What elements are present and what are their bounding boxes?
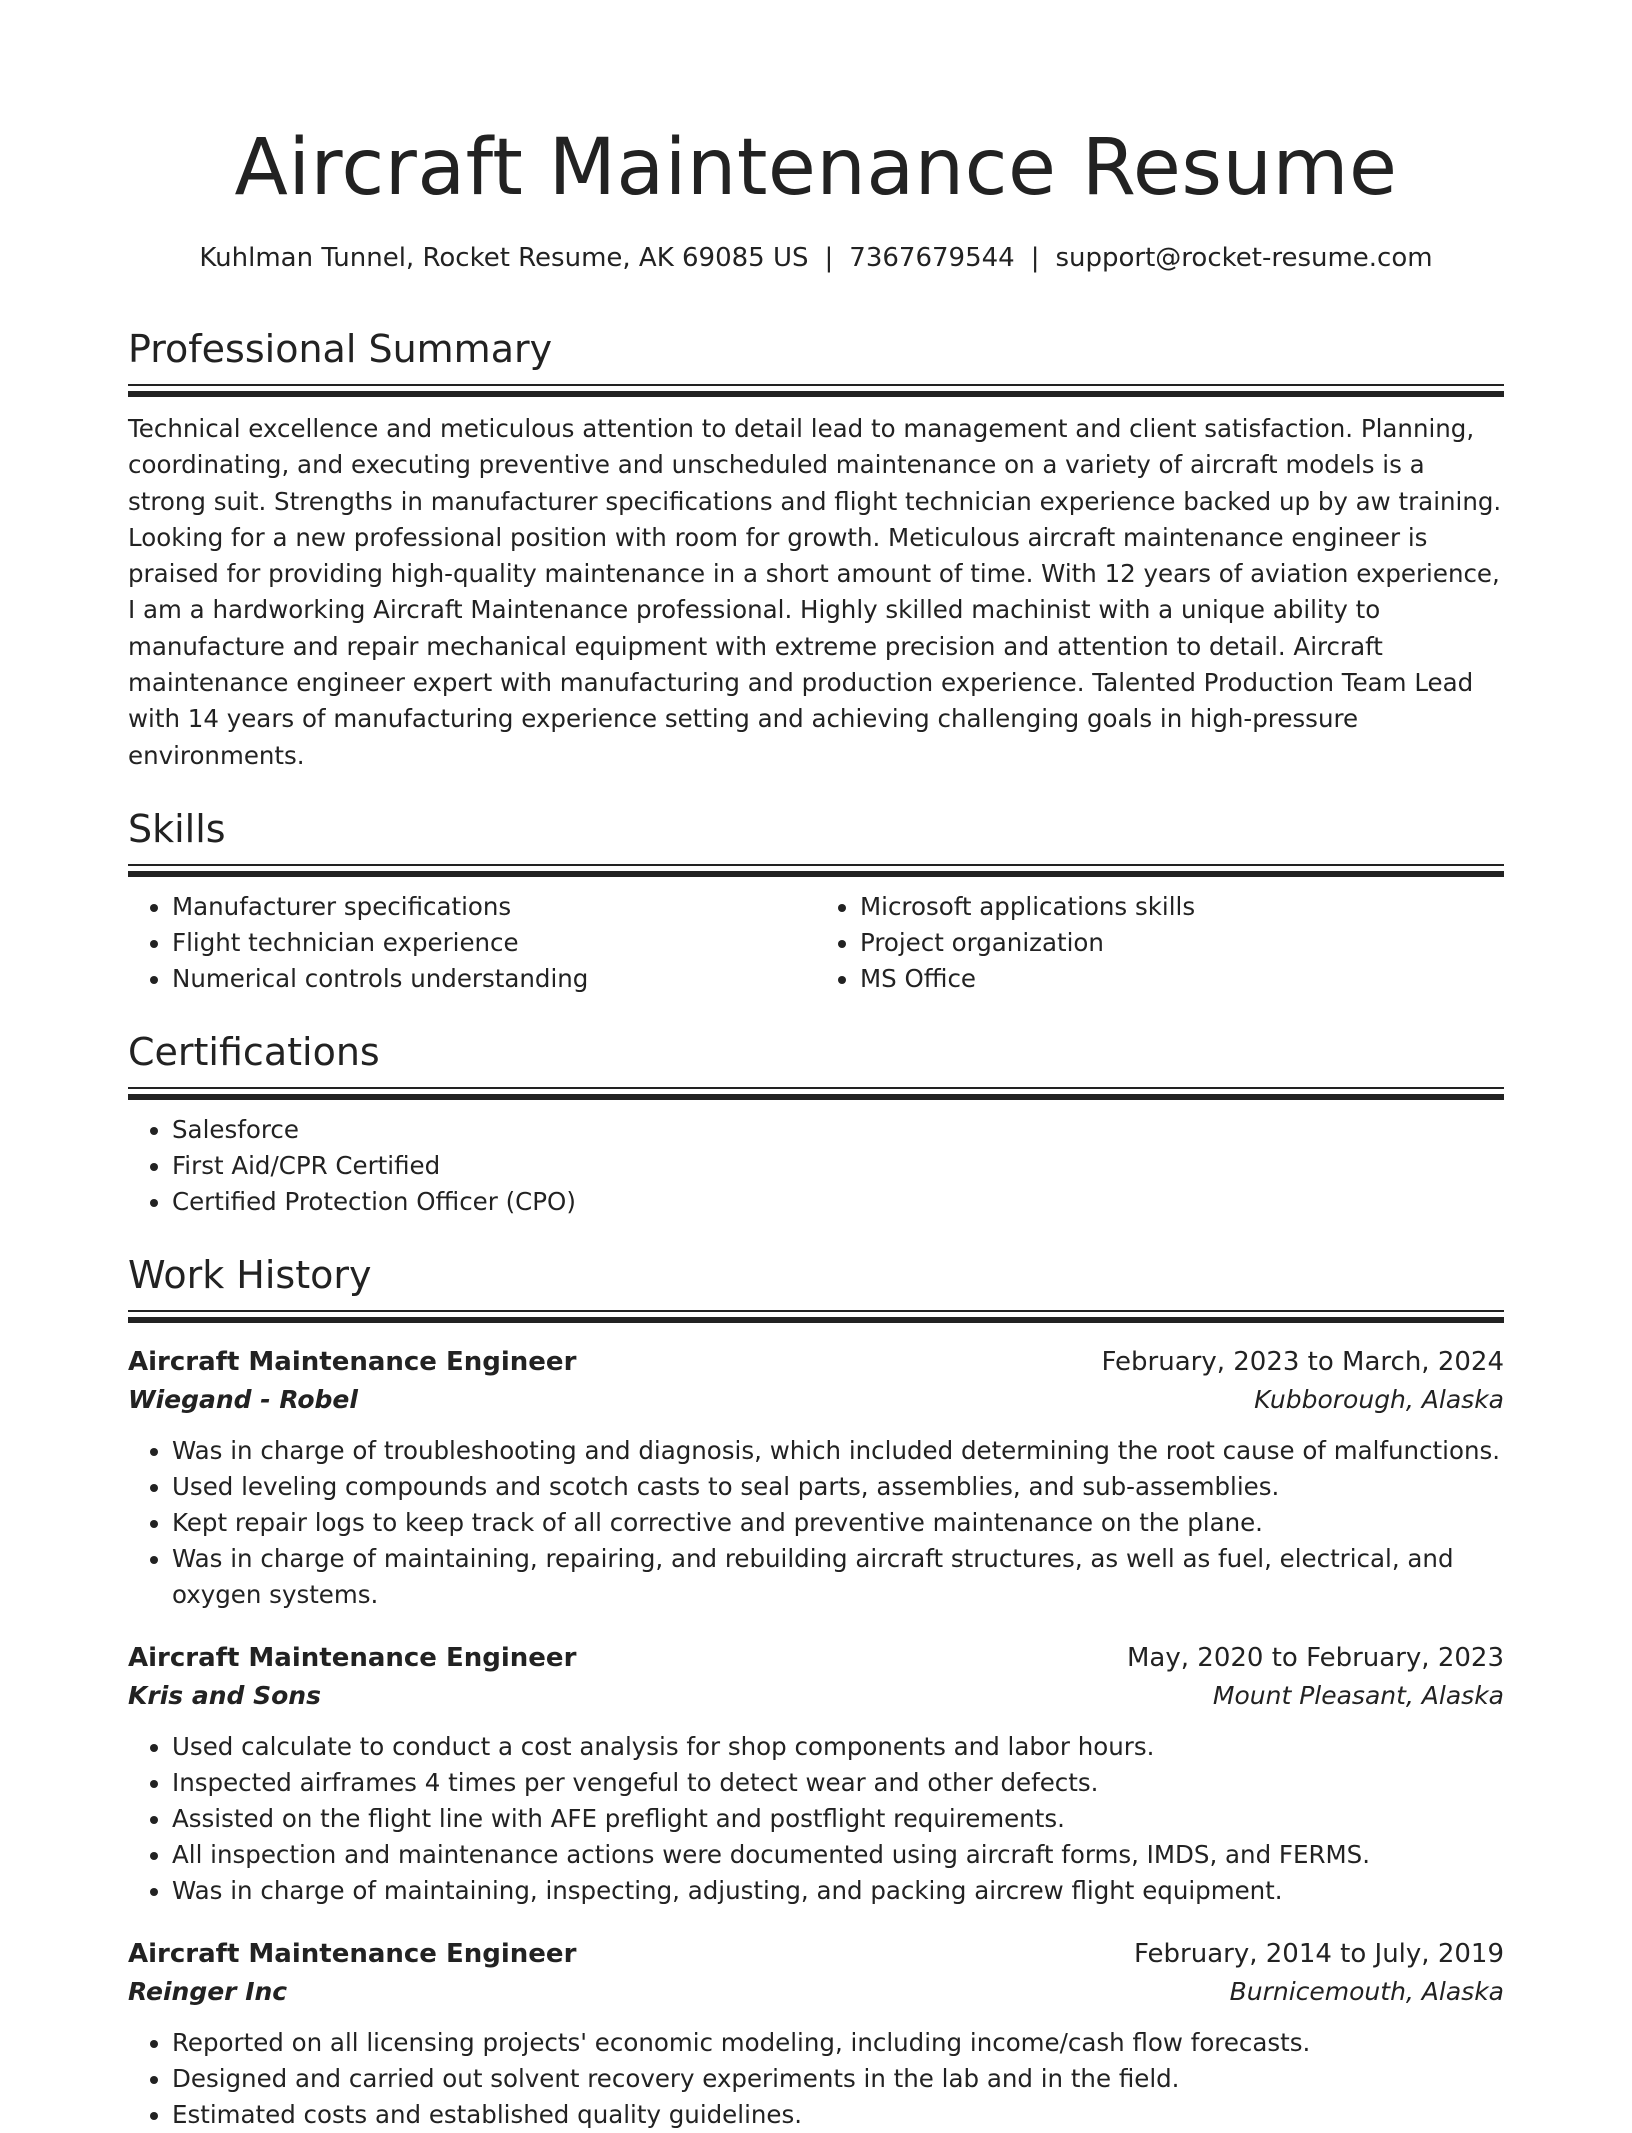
job-company: Reinger Inc: [128, 1976, 288, 2006]
job-header-row: [128, 1935, 1504, 1973]
job-entry: [128, 1935, 1504, 2133]
skills-heading: Skills: [128, 806, 226, 851]
job-entry: [128, 1639, 1504, 1909]
section-divider: [128, 1087, 1504, 1100]
skill-item: • Flight technician experience: [172, 925, 816, 961]
job-dates: February, 2014 to July, 2019: [1134, 1938, 1504, 1969]
job-bullet: • Assisted on the flight line with AFE preflight and postflight requirements.: [172, 1801, 1504, 1837]
contact-separator: |: [1030, 243, 1040, 273]
certifications-section: [128, 1027, 1504, 1220]
contact-address: Kuhlman Tunnel, Rocket Resume, AK 69085 US: [199, 243, 809, 273]
certification-item: • Salesforce: [172, 1112, 1504, 1148]
work-history-section: [128, 1250, 1504, 2133]
job-bullets: [128, 1729, 1504, 1909]
job-bullet: • Was in charge of maintaining, inspecting, adjusting, and packing aircrew flight equipment.: [172, 1873, 1504, 1909]
job-header-row: [128, 1343, 1504, 1381]
job-entry: [128, 1343, 1504, 1613]
job-dates: May, 2020 to February, 2023: [1127, 1642, 1504, 1673]
skills-list-left: [128, 889, 816, 997]
skill-item: • Manufacturer specifications: [172, 889, 816, 925]
certifications-heading: Certifications: [128, 1029, 380, 1074]
job-bullet: • Estimated costs and established quality guidelines.: [172, 2097, 1504, 2133]
contact-email: support@rocket-resume.com: [1055, 243, 1433, 273]
section-divider: [128, 384, 1504, 397]
summary-heading: Professional Summary: [128, 327, 553, 371]
job-title: Aircraft Maintenance Engineer: [128, 1346, 577, 1377]
contact-phone: 7367679544: [849, 243, 1015, 273]
skills-grid: [128, 889, 1504, 997]
job-company-row: [128, 1973, 1504, 2011]
job-location: Burnicemouth, Alaska: [1229, 1976, 1504, 2006]
job-bullet: • All inspection and maintenance actions were documented using aircraft forms, IMDS, and FERMS.: [172, 1837, 1504, 1873]
job-bullet: • Kept repair logs to keep track of all corrective and preventive maintenance on the plane.: [172, 1505, 1504, 1541]
job-company: Wiegand - Robel: [128, 1384, 358, 1414]
section-divider: [128, 1310, 1504, 1323]
section-divider: [128, 864, 1504, 877]
contact-separator: |: [824, 243, 834, 273]
job-title: Aircraft Maintenance Engineer: [128, 1938, 577, 1969]
job-bullet: • Designed and carried out solvent recovery experiments in the lab and in the field.: [172, 2061, 1504, 2097]
job-location: Kubborough, Alaska: [1254, 1384, 1504, 1414]
job-location: Mount Pleasant, Alaska: [1212, 1680, 1504, 1710]
summary-text: Technical excellence and meticulous attention to detail lead to management and client satisfaction. Planning, coordinating, and executing preventive and unscheduled maintenance on a variety of aircraft models is a strong suit. Strengths in manufacturer specifications and flight technician experience backed up by aw training. Looking for a new professional position with room for growth. Meticulous aircraft maintenance engineer is praised for providing high-quality maintenance in a short amount of time. With 12 years of aviation experience, I am a hardworking Aircraft Maintenance professional. Highly skilled machinist with a unique ability to manufacture and repair mechanical equipment with extreme precision and attention to detail. Aircraft maintenance engineer expert with manufacturing and production experience. Talented Production Team Lead with 14 years of manufacturing experience setting and achieving challenging goals in high-pressure environments.: [128, 414, 1502, 770]
skills-list-right: [816, 889, 1504, 997]
skill-item: • Microsoft applications skills: [860, 889, 1504, 925]
job-bullets: [128, 1433, 1504, 1613]
skills-section: [128, 804, 1504, 997]
resume-title: Aircraft Maintenance Resume: [234, 123, 1398, 213]
contact-line: [128, 240, 1504, 276]
certifications-list: [128, 1112, 1504, 1220]
job-header-row: [128, 1639, 1504, 1677]
job-title: Aircraft Maintenance Engineer: [128, 1642, 577, 1673]
job-dates: February, 2023 to March, 2024: [1101, 1346, 1504, 1377]
job-bullet: • Used calculate to conduct a cost analysis for shop components and labor hours.: [172, 1729, 1504, 1765]
job-bullet: • Used leveling compounds and scotch casts to seal parts, assemblies, and sub-assemblies.: [172, 1469, 1504, 1505]
job-bullet: • Was in charge of maintaining, repairing, and rebuilding aircraft structures, as well as fuel, electrical, and oxygen systems.: [172, 1541, 1504, 1613]
summary-section: [128, 324, 1504, 774]
job-bullet: • Inspected airframes 4 times per vengeful to detect wear and other defects.: [172, 1765, 1504, 1801]
work-history-heading: Work History: [128, 1252, 372, 1297]
certification-item: • Certified Protection Officer (CPO): [172, 1184, 1504, 1220]
job-bullet: • Was in charge of troubleshooting and diagnosis, which included determining the root cause of malfunctions.: [172, 1433, 1504, 1469]
job-company: Kris and Sons: [128, 1680, 321, 1710]
job-company-row: [128, 1381, 1504, 1419]
certification-item: • First Aid/CPR Certified: [172, 1148, 1504, 1184]
job-bullet: • Reported on all licensing projects' economic modeling, including income/cash flow forecasts.: [172, 2025, 1504, 2061]
skill-item: • Numerical controls understanding: [172, 961, 816, 997]
job-company-row: [128, 1677, 1504, 1715]
skill-item: • MS Office: [860, 961, 1504, 997]
skill-item: • Project organization: [860, 925, 1504, 961]
job-bullets: [128, 2025, 1504, 2133]
